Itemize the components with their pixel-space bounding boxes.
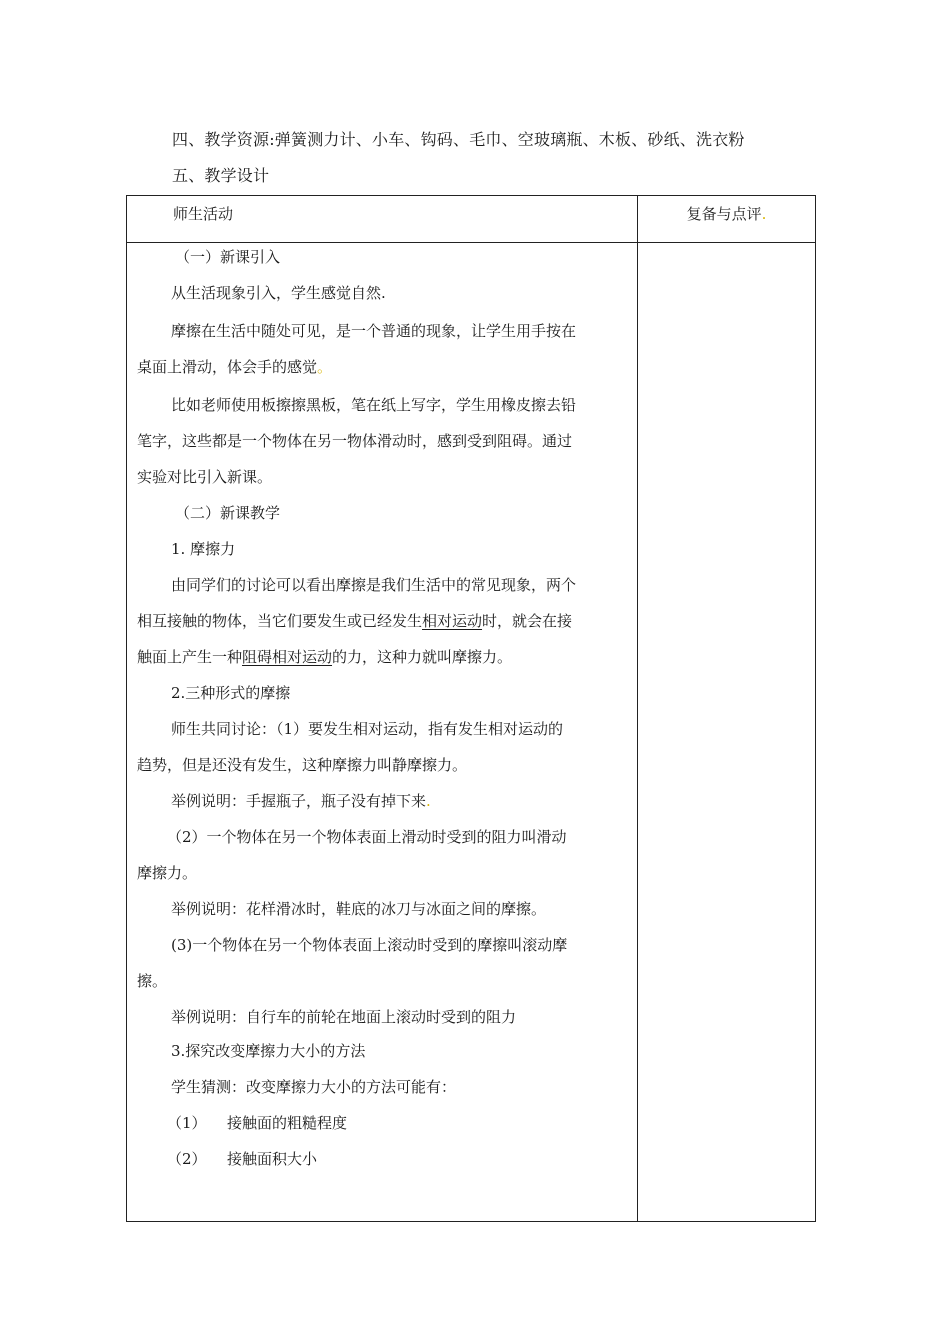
teaching-design-table	[126, 195, 816, 1222]
paragraph-line: 笔字，这些都是一个物体在另一物体滑动时，感到受到阻碍。通过	[137, 432, 573, 450]
subsection-title: （二）新课教学	[175, 504, 281, 522]
example-line: 举例说明：自行车的前轮在地面上滚动时受到的阻力	[171, 1008, 517, 1026]
section-heading-design: 五、教学设计	[172, 166, 270, 185]
header-review-comments: 复备与点评.	[638, 196, 816, 243]
paragraph-line: 学生猜测：改变摩擦力大小的方法可能有：	[171, 1078, 457, 1096]
list-item: （2） 接触面积大小	[167, 1150, 318, 1168]
table-header-row	[127, 196, 816, 243]
paragraph-line: 擦。	[137, 972, 168, 990]
activity-cell	[127, 243, 638, 1222]
paragraph-line: 师生共同讨论：（1）要发生相对运动，指有发生相对运动的	[171, 720, 564, 738]
subsection-title: （一）新课引入	[175, 248, 281, 266]
underlined-term: 阻碍相对运动	[242, 648, 333, 666]
paragraph-line: 实验对比引入新课。	[137, 468, 273, 486]
header-teacher-student-activity: 师生活动	[127, 196, 638, 243]
underlined-term: 相对运动	[422, 612, 483, 630]
paragraph-line: （2）一个物体在另一个物体表面上滑动时受到的阻力叫滑动	[167, 828, 567, 846]
paragraph-line: 摩擦力。	[137, 864, 198, 882]
topic-title: 2.三种形式的摩擦	[171, 684, 291, 702]
paragraph-line: (3)一个物体在另一个物体表面上滚动时受到的摩擦叫滚动摩	[171, 936, 568, 954]
topic-title: 1. 摩擦力	[171, 540, 236, 558]
example-line: 举例说明：手握瓶子，瓶子没有掉下来.	[171, 792, 431, 810]
table-body-row	[127, 243, 816, 1222]
paragraph-line: 比如老师使用板擦擦黑板，笔在纸上写字，学生用橡皮擦去铅	[171, 396, 577, 414]
review-cell	[638, 243, 816, 1222]
topic-title: 3.探究改变摩擦力大小的方法	[171, 1042, 366, 1060]
paragraph-line: 触面上产生一种阻碍相对运动的力，这种力就叫摩擦力。	[137, 648, 513, 666]
paragraph-line: 由同学们的讨论可以看出摩擦是我们生活中的常见现象，两个	[171, 576, 577, 594]
paragraph-line: 相互接触的物体，当它们要发生或已经发生相对运动时，就会在接	[137, 612, 573, 630]
paragraph-line: 趋势，但是还没有发生，这种摩擦力叫静摩擦力。	[137, 756, 468, 774]
paragraph-line: 桌面上滑动，体会手的感觉。	[137, 358, 333, 376]
paragraph-line: 摩擦在生活中随处可见，是一个普通的现象，让学生用手按在	[171, 322, 577, 340]
section-heading-resources: 四、教学资源:弹簧测力计、小车、钩码、毛巾、空玻璃瓶、木板、砂纸、洗衣粉	[172, 130, 745, 149]
list-item: （1） 接触面的粗糙程度	[167, 1114, 348, 1132]
paragraph-line: 从生活现象引入，学生感觉自然.	[171, 284, 386, 302]
example-line: 举例说明：花样滑冰时，鞋底的冰刀与冰面之间的摩擦。	[171, 900, 547, 918]
